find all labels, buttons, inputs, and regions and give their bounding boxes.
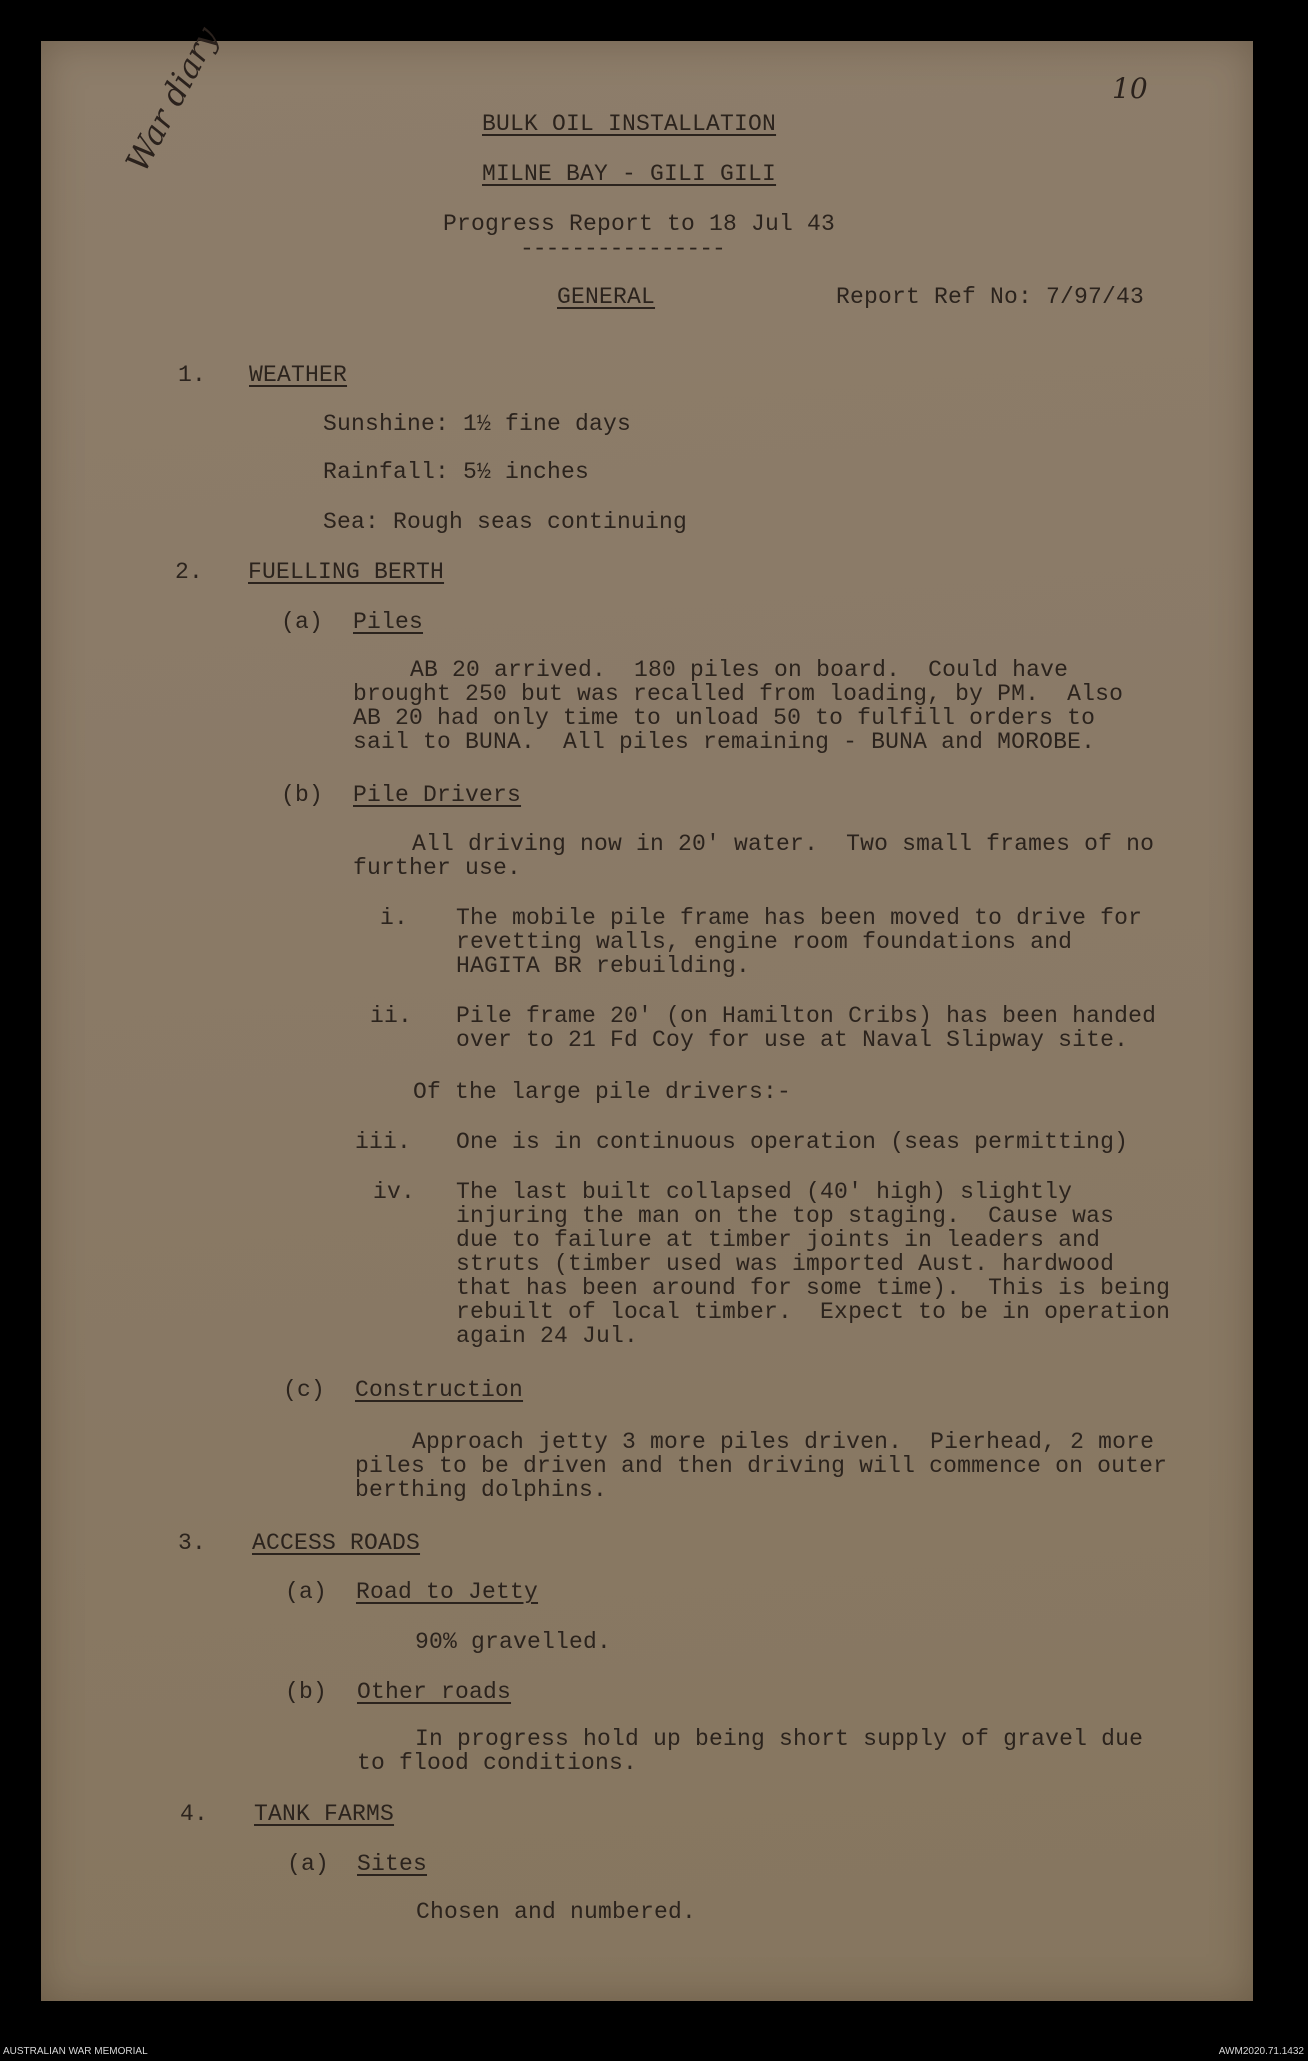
title-line-3: Progress Report to 18 Jul 43	[443, 211, 836, 237]
s2-iii-line-1: One is in continuous operation (seas permitting)	[456, 1129, 1129, 1155]
s2-b-line-2: further use.	[353, 855, 522, 881]
s2-iii-number: iii.	[355, 1129, 412, 1155]
page-number-handwritten: 10	[1112, 72, 1148, 105]
s1-title: WEATHER	[249, 362, 348, 388]
s2-a-label: (a)	[281, 609, 324, 635]
s2-b-label: (b)	[281, 782, 324, 808]
handwritten-note: War diary	[118, 20, 226, 178]
section-general: GENERAL	[557, 284, 656, 310]
s1-sunshine: Sunshine: 1½ fine days	[323, 411, 632, 437]
title-rule: ----------------	[520, 236, 725, 262]
s1-sea: Sea: Rough seas continuing	[323, 509, 688, 535]
s4-a-label: (a)	[287, 1851, 330, 1877]
s2-c-line-2: piles to be driven and then driving will commence on outer	[355, 1453, 1168, 1479]
s3-a-label: (a)	[285, 1579, 328, 1605]
s2-i-line-3: HAGITA BR rebuilding.	[456, 953, 751, 979]
report-ref: Report Ref No: 7/97/43	[836, 284, 1145, 310]
s2-iv-line-2: injuring the man on the top staging. Cause was	[456, 1203, 1115, 1229]
s2-iv-number: iv.	[373, 1179, 416, 1205]
s3-a-line-1: 90% gravelled.	[415, 1629, 612, 1655]
s2-title: FUELLING BERTH	[248, 559, 445, 585]
footer-right: AWM2020.71.1432	[1218, 2046, 1304, 2057]
s2-a-title: Piles	[353, 609, 424, 635]
s3-b-line-2: to flood conditions.	[357, 1750, 638, 1776]
s2-i-number: i.	[380, 905, 409, 931]
s2-iv-line-6: rebuilt of local timber. Expect to be in operation	[456, 1299, 1171, 1325]
s2-a-line-1: AB 20 arrived. 180 piles on board. Could have	[410, 657, 1069, 683]
s3-a-title: Road to Jetty	[356, 1579, 539, 1605]
s2-i-line-2: revetting walls, engine room foundations and	[456, 929, 1073, 955]
s3-number: 3.	[178, 1530, 207, 1556]
s4-number: 4.	[180, 1801, 209, 1827]
s2-number: 2.	[175, 559, 204, 585]
s2-ii-line-2: over to 21 Fd Coy for use at Naval Slipway site.	[456, 1027, 1129, 1053]
s2-c-title: Construction	[355, 1377, 524, 1403]
s3-b-title: Other roads	[357, 1679, 512, 1705]
s2-a-line-2: brought 250 but was recalled from loading, by PM. Also	[353, 681, 1124, 707]
s2-iv-line-5: that has been around for some time). This is being	[456, 1275, 1171, 1301]
s4-a-title: Sites	[357, 1851, 428, 1877]
s2-iv-line-3: due to failure at timber joints in leaders and	[456, 1227, 1101, 1253]
title-line-2: MILNE BAY - GILI GILI	[482, 161, 777, 187]
s2-of-large: Of the large pile drivers:-	[413, 1079, 792, 1105]
s2-c-label: (c)	[283, 1377, 326, 1403]
s3-title: ACCESS ROADS	[252, 1530, 421, 1556]
s2-i-line-1: The mobile pile frame has been moved to drive for	[456, 905, 1143, 931]
s3-b-line-1: In progress hold up being short supply of gravel due	[415, 1726, 1144, 1752]
s2-iv-line-1: The last built collapsed (40' high) slightly	[456, 1179, 1073, 1205]
s2-a-line-3: AB 20 had only time to unload 50 to fulfill orders to	[353, 705, 1096, 731]
s4-title: TANK FARMS	[254, 1801, 395, 1827]
s2-c-line-3: berthing dolphins.	[355, 1477, 608, 1503]
s4-a-line-1: Chosen and numbered.	[416, 1899, 697, 1925]
s1-number: 1.	[178, 362, 207, 388]
s2-iv-line-4: struts (timber used was imported Aust. hardwood	[456, 1251, 1115, 1277]
s1-rainfall: Rainfall: 5½ inches	[323, 459, 590, 485]
s3-b-label: (b)	[285, 1679, 328, 1705]
s2-ii-number: ii.	[370, 1003, 413, 1029]
s2-b-line-1: All driving now in 20' water. Two small frames of no	[412, 831, 1155, 857]
footer-left: AUSTRALIAN WAR MEMORIAL	[3, 2046, 148, 2057]
s2-ii-line-1: Pile frame 20' (on Hamilton Cribs) has been handed	[456, 1003, 1157, 1029]
s2-iv-line-7: again 24 Jul.	[456, 1323, 639, 1349]
s2-c-line-1: Approach jetty 3 more piles driven. Pierhead, 2 more	[412, 1429, 1155, 1455]
s2-a-line-4: sail to BUNA. All piles remaining - BUNA and MOROBE.	[353, 729, 1096, 755]
title-line-1: BULK OIL INSTALLATION	[482, 111, 777, 137]
s2-b-title: Pile Drivers	[353, 782, 522, 808]
